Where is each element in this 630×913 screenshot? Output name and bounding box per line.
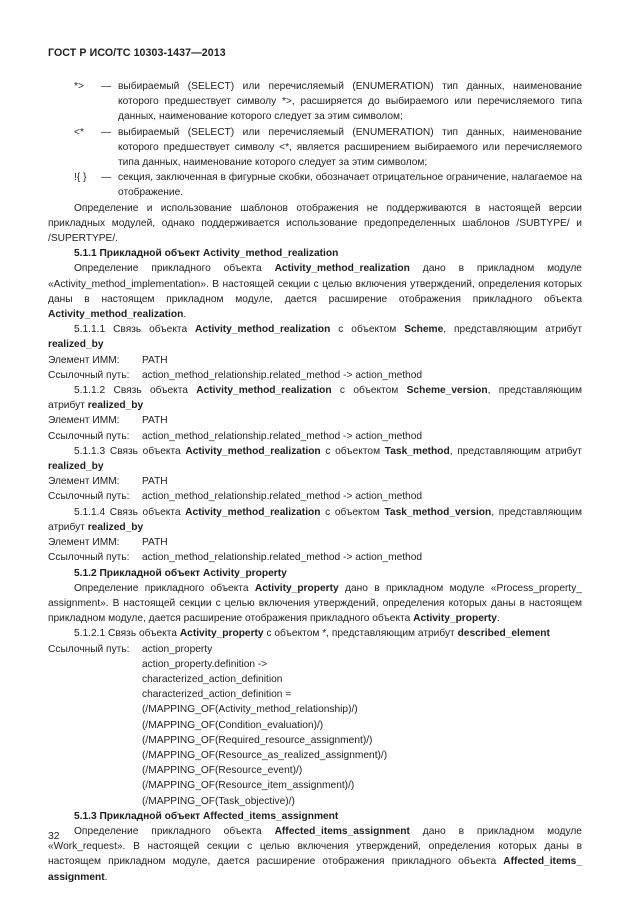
section-heading-5-1-1: 5.1.1 Прикладной объект Activity_method_realization [74, 248, 339, 260]
ref-path-row: Ссылочный путь: action_method_relationship.related_method -> action_method [48, 369, 423, 381]
symbol-definition [48, 79, 582, 125]
symbol: !{ } [74, 172, 87, 184]
ref-path-row: Ссылочный путь: action_property [48, 643, 213, 655]
symbol: *> [74, 81, 84, 92]
paragraph: Определение прикладного объекта Activity_property дано в прикладном модуле «Process_property_ assignment». В настоящей секции с целью включения утверждений, определения которых даны в настоящем прикладном модуле, дается расширение отображения прикладного объекта Activity_property. [48, 582, 582, 625]
ref-path-line: (/MAPPING_OF(Activity_method_relationship)/) [142, 704, 358, 716]
ref-path-row: Ссылочный путь: action_method_relationship.related_method -> action_method [48, 552, 423, 564]
imm-row: Элемент ИММ: PATH [48, 415, 168, 427]
imm-row: Элемент ИММ: PATH [48, 476, 168, 488]
ref-path-line: (/MAPPING_OF(Resource_event)/) [142, 765, 303, 777]
paragraph: Определение прикладного объекта Affected_items_assignment дано в прикладном модуле «Work_request». В настоящей секции с целью включения утверждений, определения которых даны в настоящем прикладном модуле, дается расширение отображения прикладного объекта Affected_items_ assignment. [48, 825, 582, 883]
symbol: <* [74, 126, 84, 138]
ref-path-line: (/MAPPING_OF(Resource_as_realized_assignment)/) [142, 749, 388, 761]
link-clause: 5.1.1.3 Связь объекта Activity_method_realization с объектом Task_method, представляющим атрибут realized_by [48, 445, 582, 473]
page-content [48, 79, 582, 885]
symbol-text: выбираемый (SELECT) или перечисляемый (ENUMERATION) тип данных, наименование которого предшествует символу <*, является расширением выбираемого или перечисляемого типа данных, наименование которого следует за этим символом; [118, 126, 582, 169]
page-number: 32 [48, 831, 60, 842]
dash: — [101, 172, 112, 184]
imm-row: Элемент ИММ: PATH [48, 354, 168, 366]
ref-path-line: (/MAPPING_OF(Task_objective)/) [142, 795, 295, 807]
intro-paragraph: Определение и использование шаблонов отображения не поддерживаются в настоящей версии прикладных модулей, однако поддерживается использование предопределенных шаблонов /SUBTYPE/ и /SUPERTYPE/. [48, 202, 582, 245]
ref-path-line: action_property.definition -> [142, 658, 268, 670]
link-clause: 5.1.1.1 Связь объекта Activity_method_realization с объектом Scheme, представляющим атрибут realized_by [48, 324, 582, 351]
imm-row: Элемент ИММ: PATH [48, 537, 168, 549]
link-clause: 5.1.2.1 Связь объекта Activity_property с объектом *, представляющим атрибут described_element [74, 628, 550, 640]
ref-path-line: (/MAPPING_OF(Resource_item_assignment)/) [142, 780, 355, 792]
paragraph: Определение прикладного объекта Activity_method_realization дано в прикладном модуле «Activity_method_implementation». В настоящей секции с целью включения утверждений, определения которых даны в настоящем прикладном модуле, дается расширение отображения прикладного объекта Activity_method_realization. [48, 263, 582, 321]
ref-path-line: (/MAPPING_OF(Condition_evaluation)/) [142, 719, 324, 731]
dash: — [101, 126, 112, 138]
section-heading-5-1-3: 5.1.3 Прикладной объект Affected_items_assignment [74, 810, 339, 822]
link-clause: 5.1.1.2 Связь объекта Activity_method_realization с объектом Scheme_version, представляющим атрибут realized_by [48, 385, 583, 412]
ref-path-row: Ссылочный путь: action_method_relationship.related_method -> action_method [48, 430, 423, 442]
ref-path-line: characterized_action_definition [142, 673, 283, 685]
symbol-definition [48, 125, 582, 171]
link-clause: 5.1.1.4 Связь объекта Activity_method_realization с объектом Task_method_version, представляющим атрибут realized_by [48, 506, 582, 533]
dash: — [101, 81, 112, 92]
ref-path-row: Ссылочный путь: action_method_relationship.related_method -> action_method [48, 491, 423, 503]
page-header: ГОСТ Р ИСО/ТС 10303-1437—2013 [48, 47, 226, 59]
symbol-text: выбираемый (SELECT) или перечисляемый (ENUMERATION) тип данных, наименование которого предшествует символу *>, расширяется до выбираемого или перечисляемого типа данных, наименование которого следует за этим символом; [118, 81, 582, 123]
symbol-text: секция, заключенная в фигурные скобки, обозначает отрицательное ограничение, налагаемое на отображение. [118, 172, 582, 199]
section-heading-5-1-2: 5.1.2 Прикладной объект Activity_property [74, 567, 287, 579]
symbol-definition [48, 170, 582, 200]
ref-path-line: characterized_action_definition = [142, 689, 292, 701]
ref-path-line: (/MAPPING_OF(Required_resource_assignment)/) [142, 734, 373, 746]
